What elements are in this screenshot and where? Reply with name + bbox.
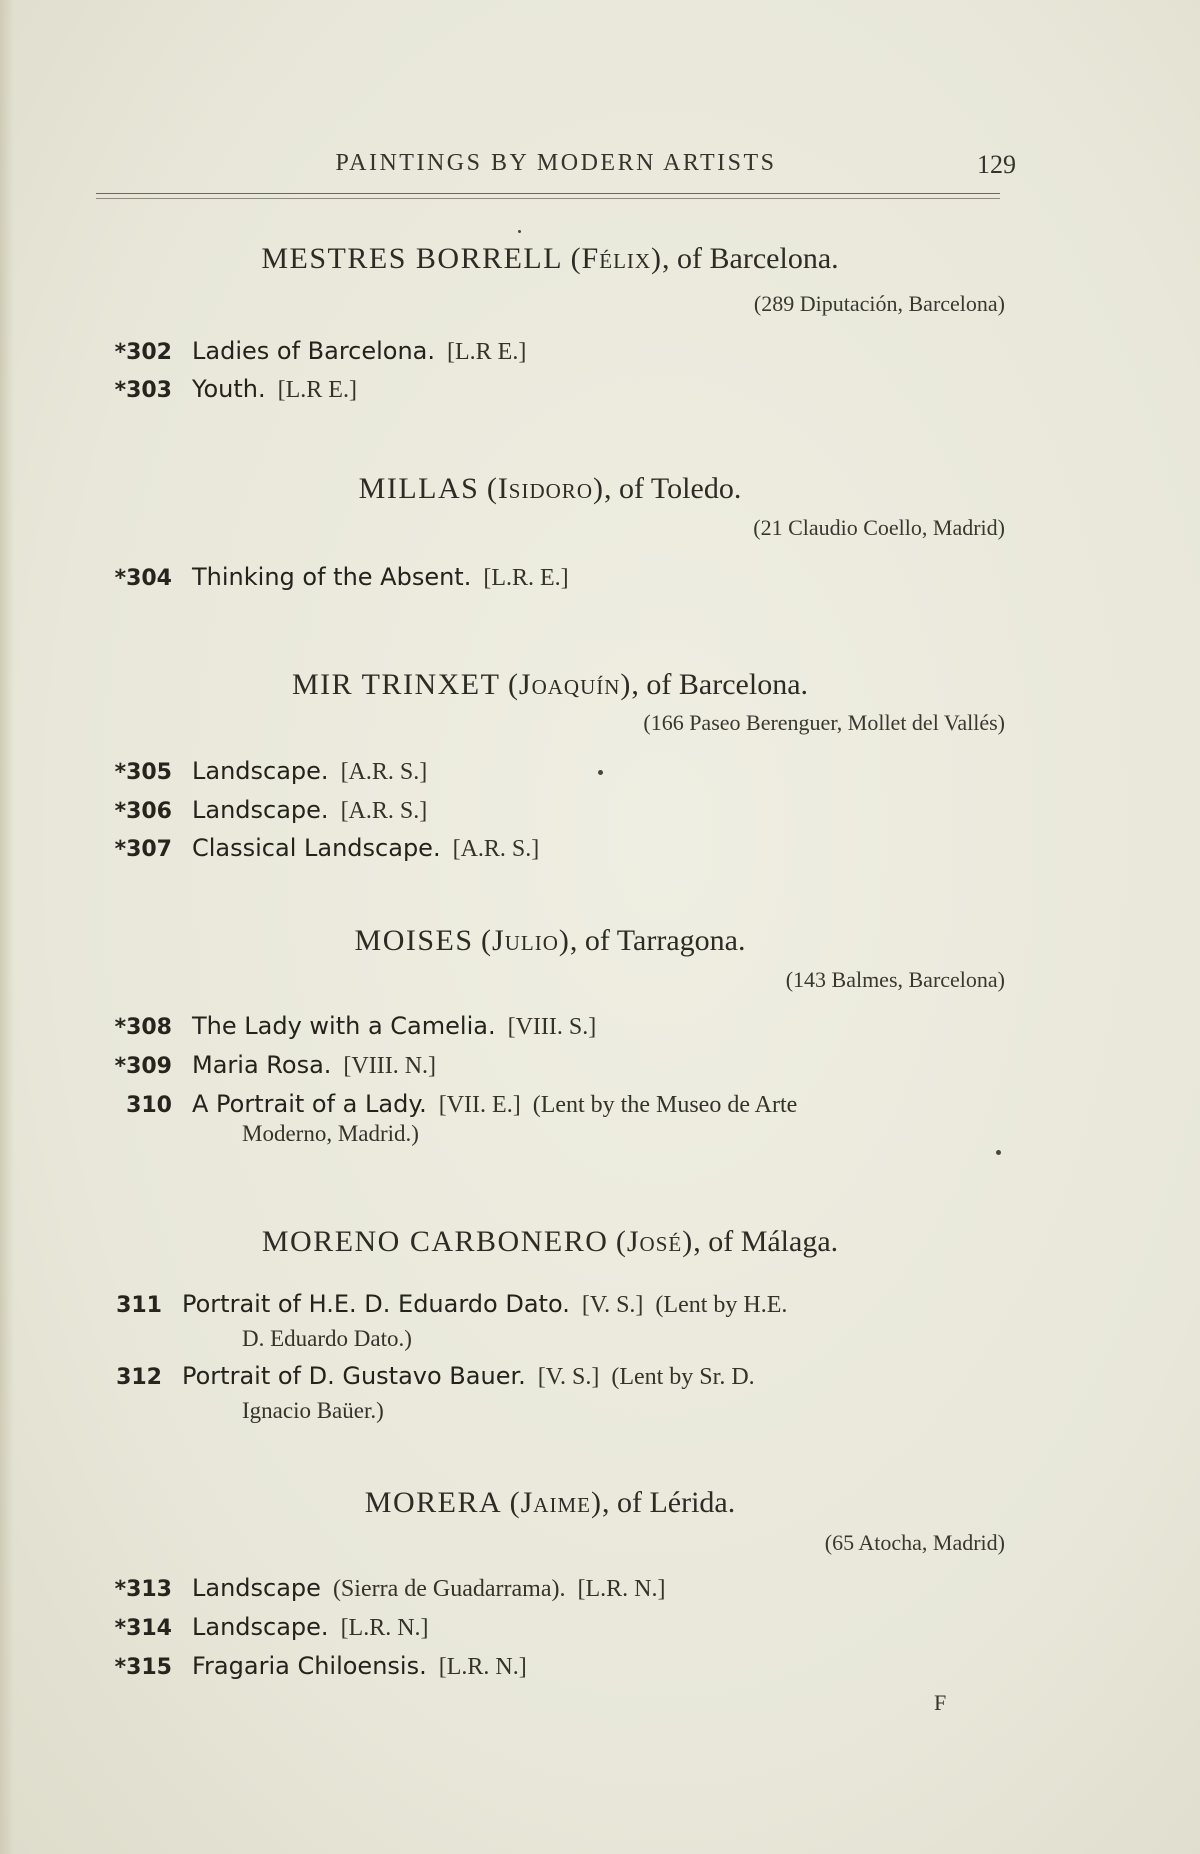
- catalogue-entry: [90, 757, 1020, 786]
- artist-surname: MORERA: [364, 1486, 503, 1519]
- header-rule: [96, 193, 1000, 194]
- catalogue-entry: [90, 796, 1020, 825]
- entry-number: *313: [114, 1577, 172, 1602]
- catalogue-entry: [90, 1012, 1020, 1041]
- entry-number: *305: [114, 760, 172, 785]
- artist-given-name: (Joaquín): [507, 668, 632, 701]
- catalogue-entry: [90, 834, 1020, 863]
- entry-classification: [A.R. S.]: [340, 798, 428, 824]
- catalogue-entry: [90, 563, 1020, 592]
- entry-number: 312: [116, 1365, 162, 1390]
- running-title: PAINTINGS BY MODERN ARTISTS: [335, 150, 777, 176]
- entry-number: *307: [114, 837, 172, 862]
- artist-surname: MILLAS: [358, 472, 480, 505]
- entry-title: The Lady with a Camelia.: [192, 1012, 496, 1040]
- entry-number: *309: [114, 1054, 172, 1079]
- entry-number: *302: [114, 340, 172, 365]
- artist-address: (166 Paseo Berenguer, Mollet del Vallés): [643, 710, 1005, 735]
- catalogue-entry: [90, 1290, 1020, 1319]
- entry-lender-continued: Ignacio Baüer.): [242, 1398, 384, 1423]
- entry-classification: [V. S.]: [581, 1292, 644, 1318]
- artist-given-name: (José): [615, 1225, 694, 1258]
- catalogue-entry: [90, 375, 1020, 404]
- artist-origin: , of Barcelona.: [631, 668, 809, 701]
- entry-classification: [V. S.]: [537, 1364, 600, 1390]
- entry-lender-continued: D. Eduardo Dato.): [242, 1326, 412, 1351]
- ink-speck: [598, 770, 603, 775]
- artist-heading: [100, 668, 1000, 702]
- entry-title: Thinking of the Absent.: [192, 563, 472, 591]
- entry-title: Maria Rosa.: [192, 1051, 332, 1079]
- artist-surname: MORENO CARBONERO: [261, 1225, 609, 1258]
- entry-lender: (Lent by the Museo de Arte: [532, 1092, 798, 1118]
- artist-given-name: (Julio): [481, 924, 570, 957]
- entry-classification: [L.R. N.]: [340, 1615, 429, 1641]
- entry-title: Portrait of H.E. D. Eduardo Dato.: [182, 1290, 570, 1318]
- entry-number: *304: [114, 566, 172, 591]
- entry-classification: [A.R. S.]: [452, 836, 540, 862]
- entry-title: Landscape.: [192, 1613, 329, 1641]
- artist-origin: , of Barcelona.: [662, 242, 839, 275]
- entry-title: Landscape: [192, 1574, 321, 1602]
- running-head: [96, 150, 1016, 190]
- catalogue-entry: [90, 1090, 1020, 1119]
- catalogue-entry: [90, 1362, 1020, 1391]
- entry-lender: (Lent by H.E.: [655, 1292, 788, 1318]
- artist-address: (289 Diputación, Barcelona): [753, 291, 1005, 316]
- artist-origin: , of Málaga.: [693, 1225, 839, 1258]
- entry-lender-continued: Moderno, Madrid.): [242, 1121, 419, 1146]
- entry-classification-secondary: [L.R. N.]: [577, 1576, 666, 1602]
- entry-number: 311: [116, 1293, 162, 1318]
- artist-heading: [100, 472, 1000, 506]
- artist-heading: [100, 924, 1000, 958]
- entry-classification: [VII. E.]: [438, 1092, 521, 1118]
- page-number: 129: [977, 150, 1016, 179]
- artist-origin: , of Lérida.: [601, 1486, 736, 1519]
- artist-given-name: (Jaime): [509, 1486, 602, 1519]
- entry-number: 310: [126, 1093, 172, 1118]
- entry-number: *303: [114, 378, 172, 403]
- artist-origin: , of Toledo.: [603, 472, 742, 505]
- entry-title: Fragaria Chiloensis.: [192, 1652, 427, 1680]
- artist-address: (21 Claudio Coello, Madrid): [753, 515, 1005, 540]
- ink-speck: [996, 1150, 1001, 1155]
- ink-speck: [518, 230, 521, 233]
- entry-classification: [L.R E.]: [277, 377, 357, 403]
- entry-lender: (Lent by Sr. D.: [611, 1364, 755, 1390]
- catalogue-entry: [90, 1051, 1020, 1080]
- header-rule-lower: [96, 198, 1000, 199]
- artist-heading: [100, 1486, 1000, 1520]
- entry-title: Ladies of Barcelona.: [192, 337, 436, 365]
- entry-classification: [VIII. S.]: [507, 1014, 597, 1040]
- signature-mark: F: [934, 1690, 947, 1715]
- entry-title: Youth.: [192, 375, 266, 403]
- page-edge-shadow: [0, 0, 14, 1854]
- catalogue-entry: [90, 1613, 1020, 1642]
- artist-heading: [100, 242, 1000, 276]
- artist-given-name: (Félix): [570, 242, 663, 275]
- entry-classification: (Sierra de Guadarrama).: [332, 1576, 566, 1602]
- entry-classification: [L.R. N.]: [438, 1654, 527, 1680]
- artist-surname: MESTRES BORRELL: [261, 242, 564, 275]
- catalogue-entry: [90, 1652, 1020, 1681]
- artist-address: (143 Balmes, Barcelona): [785, 967, 1005, 992]
- entry-classification: [VIII. N.]: [343, 1053, 437, 1079]
- entry-title: A Portrait of a Lady.: [192, 1090, 427, 1118]
- entry-title: Landscape.: [192, 796, 329, 824]
- artist-given-name: (Isidoro): [486, 472, 604, 505]
- artist-surname: MIR TRINXET: [291, 668, 501, 701]
- entry-classification: [A.R. S.]: [340, 759, 428, 785]
- entry-title: Classical Landscape.: [192, 834, 441, 862]
- entry-number: *308: [114, 1015, 172, 1040]
- catalogue-entry: [90, 337, 1020, 366]
- entry-title: Portrait of D. Gustavo Bauer.: [182, 1362, 526, 1390]
- artist-address: (65 Atocha, Madrid): [824, 1530, 1005, 1555]
- entry-number: *314: [114, 1616, 172, 1641]
- artist-surname: MOISES: [354, 924, 474, 957]
- artist-heading: [100, 1225, 1000, 1259]
- entry-classification: [L.R E.]: [447, 339, 527, 365]
- entry-number: *306: [114, 799, 172, 824]
- entry-number: *315: [114, 1655, 172, 1680]
- entry-classification: [L.R. E.]: [483, 565, 569, 591]
- entry-title: Landscape.: [192, 757, 329, 785]
- catalogue-entry: [90, 1574, 1020, 1603]
- artist-origin: , of Tarragona.: [569, 924, 746, 957]
